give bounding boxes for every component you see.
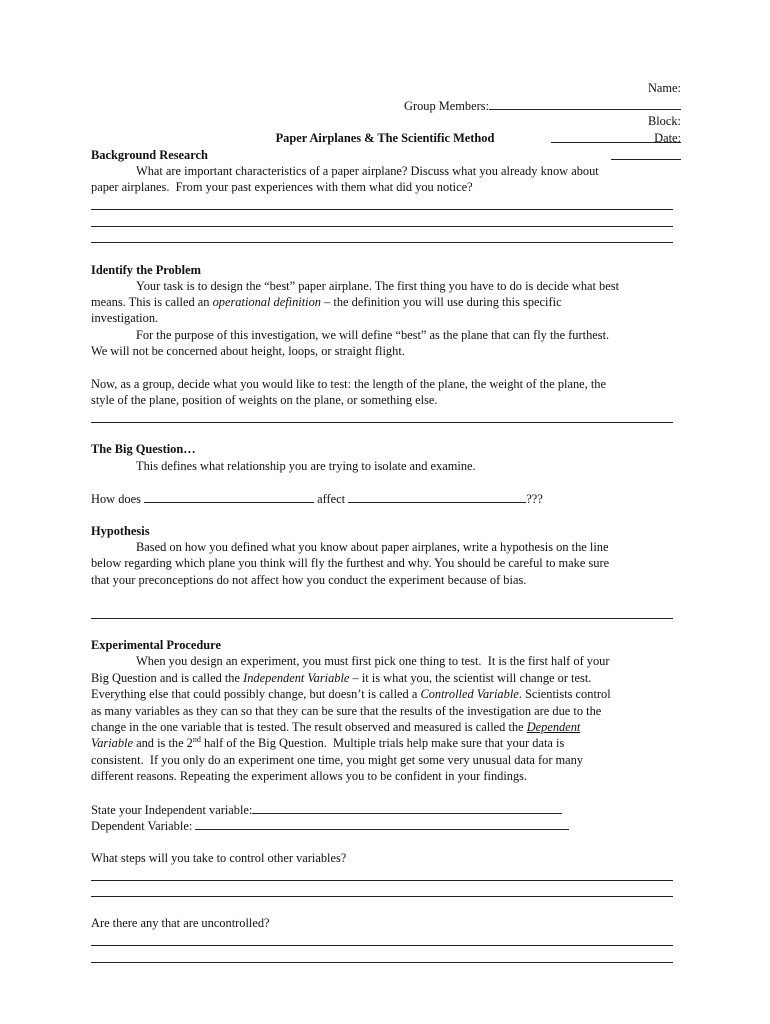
answer-line[interactable] [91,880,673,881]
date-blank[interactable] [611,147,681,160]
problem-text: investigation. [91,311,159,325]
independent-variable-field[interactable] [91,801,562,818]
procedure-heading: Experimental Procedure [91,638,221,652]
steps-question: What steps will you take to control other variables? [91,851,347,865]
text-run: How does [91,492,141,506]
term-dependent-variable: Dependent [526,720,581,734]
uncontrolled-question: Are there any that are uncontrolled? [91,916,270,930]
dependent-variable-field[interactable] [91,817,569,834]
question-heading: The Big Question… [91,442,196,456]
independent-variable-blank[interactable] [252,801,562,814]
text-run: ??? [526,492,543,506]
answer-line[interactable] [91,422,673,423]
text-run: – the definition you will use during this specific [321,295,562,309]
answer-line[interactable] [91,209,673,210]
term-controlled-variable: Controlled Variable [420,687,519,701]
procedure-text: consistent. If you only do an experiment one time, you might get some very unusual data for many [91,753,584,767]
text-run: half of the Big Question. Multiple trials help make sure that your data is [200,736,565,750]
hypothesis-heading: Hypothesis [91,524,150,538]
problem-text: Now, as a group, decide what you would like to test: the length of the plane, the weight of the plane, the [91,377,606,391]
dependent-blank[interactable] [348,490,526,503]
date-label: Date: [654,131,681,146]
page-title: Paper Airplanes & The Scientific Method [275,131,495,145]
hypothesis-text: below regarding which plane you think will fly the furthest and why. You should be careful to make sure [91,556,610,570]
name-label: Name: [647,81,681,96]
procedure-text [91,686,611,702]
superscript: nd [192,735,201,744]
answer-line[interactable] [91,945,673,946]
problem-text: For the purpose of this investigation, we will define “best” as the plane that can fly the furthest. [136,328,610,342]
text-run: means. This is called an [91,295,213,309]
text-run: Big Question and is called the [91,671,244,685]
text-run: . Scientists control [518,687,611,701]
term-dependent-variable: Variable [91,736,133,750]
dependent-variable-blank[interactable] [195,817,569,830]
hypothesis-text: that your preconceptions do not affect how you conduct the experiment because of bias. [91,573,527,587]
procedure-text [91,735,564,751]
text-run: change in the one variable that is tested. The result observed and measured is called the [91,720,527,734]
answer-line[interactable] [91,618,673,619]
answer-line[interactable] [91,896,673,897]
answer-line[interactable] [91,962,673,963]
answer-line[interactable] [91,226,673,227]
text-run: and is the 2 [133,736,193,750]
problem-text: We will not be concerned about height, loops, or straight flight. [91,344,405,358]
text-run: Everything else that could possibly change, but doesn’t is called a [91,687,421,701]
block-label: Block: [647,114,681,129]
term-operational-definition: operational definition [212,295,322,309]
background-text: What are important characteristics of a paper airplane? Discuss what you already know about [136,164,599,178]
hypothesis-text: Based on how you defined what you know about paper airplanes, write a hypothesis on the line [136,540,609,554]
question-text: This defines what relationship you are trying to isolate and examine. [136,459,476,473]
procedure-text [91,719,580,735]
term-independent-variable: Independent Variable [243,671,350,685]
background-text: paper airplanes. From your past experiences with them what did you notice? [91,180,473,194]
group-members-label: Group Members: [404,99,489,114]
problem-text: Your task is to design the “best” paper airplane. The first thing you have to do is decide what best [136,279,620,293]
problem-heading: Identify the Problem [91,263,201,277]
problem-text: style of the plane, position of weights on the plane, or something else. [91,393,438,407]
text-run: – it is what you, the scientist will change or test. [349,671,592,685]
procedure-text: When you design an experiment, you must first pick one thing to test. It is the first half of your [136,654,610,668]
independent-variable-label: State your Independent variable: [91,803,253,817]
date-field[interactable] [599,114,681,181]
procedure-text [91,670,591,686]
big-question-sentence [91,490,543,507]
answer-line[interactable] [91,242,673,243]
procedure-text: as many variables as they can so that they can be sure that the results of the investigation are due to the [91,704,602,718]
procedure-text: different reasons. Repeating the experiment allows you to be confident in your findings. [91,769,528,783]
problem-text [91,294,562,310]
background-heading: Background Research [91,148,208,162]
text-run: affect [317,492,346,506]
dependent-variable-label: Dependent Variable: [91,819,196,833]
independent-blank[interactable] [144,490,314,503]
